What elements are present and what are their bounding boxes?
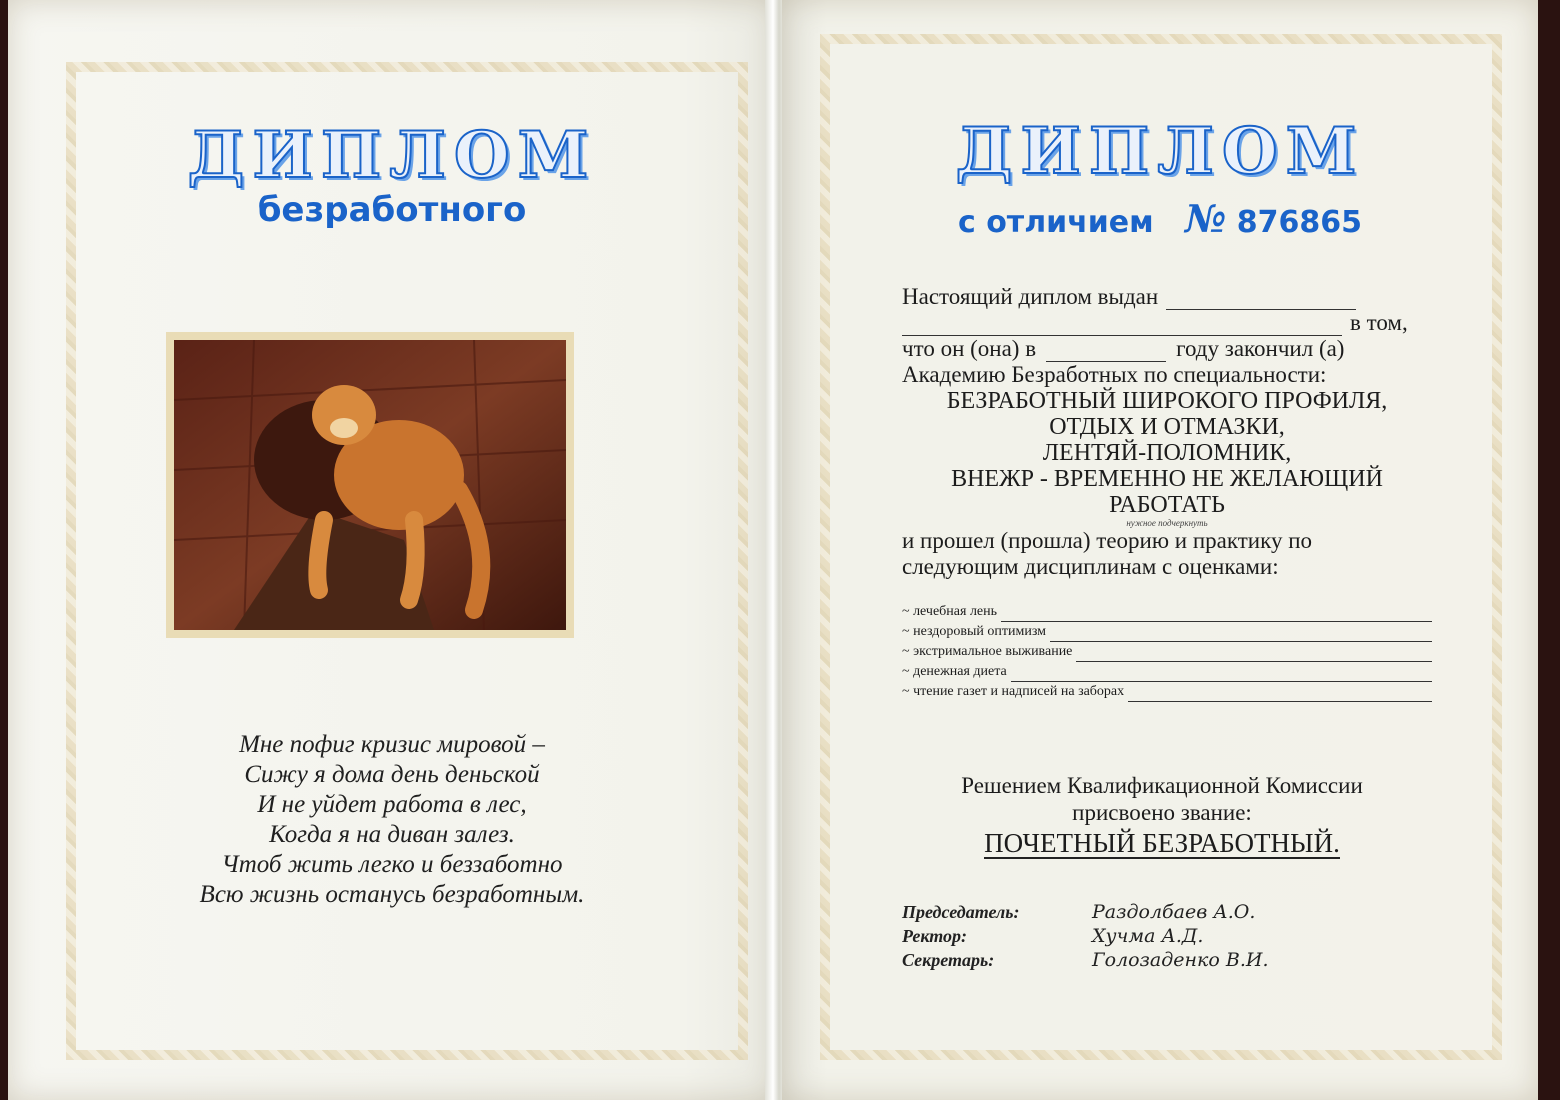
name-line	[902, 310, 1432, 336]
specialty: ВНЕЖР - ВРЕМЕННО НЕ ЖЕЛАЮЩИЙ	[951, 466, 1383, 492]
underline-note: нужное подчеркнуть	[1126, 518, 1208, 528]
grade-blank	[1128, 687, 1432, 702]
honors-label: с отличием	[957, 205, 1154, 240]
commission-decision	[882, 772, 1442, 859]
discipline-label: ~ экстримальное выживание	[902, 644, 1073, 659]
diploma-subtitle: безработного	[257, 190, 527, 230]
decision-line: присвоено звание:	[1072, 800, 1252, 825]
diploma-title: ДИПЛОМ	[187, 118, 597, 193]
grade-blank	[1050, 627, 1432, 642]
name-blank	[1166, 289, 1356, 310]
grade-blank	[1076, 647, 1432, 662]
signer-role: Ректор:	[902, 926, 967, 946]
signer-role: Секретарь:	[902, 950, 995, 970]
signer-row	[902, 924, 1322, 948]
left-page	[8, 0, 776, 1100]
name-blank	[902, 315, 1342, 336]
passed-label: и прошел (прошла) теорию и практику по	[902, 528, 1313, 553]
specialty: РАБОТАТЬ	[1109, 492, 1225, 518]
issued-to-label: Настоящий диплом выдан	[902, 284, 1159, 309]
grade-blank	[1011, 667, 1432, 682]
poem-line: Сижу я дома день деньской	[244, 761, 540, 788]
photo-image	[174, 340, 566, 630]
issued-line	[902, 284, 1432, 310]
specialty: ЛЕНТЯЙ-ПОЛОМНИК,	[1042, 440, 1292, 466]
poem-line: Всю жизнь останусь безработным.	[199, 881, 585, 908]
awarded-title: ПОЧЕТНЫЙ БЕЗРАБОТНЫЙ.	[984, 828, 1340, 858]
specialty: БЕЗРАБОТНЫЙ ШИРОКОГО ПРОФИЛЯ,	[946, 388, 1388, 414]
disciplines-list	[902, 602, 1432, 702]
discipline-row	[902, 622, 1432, 642]
signer-row	[902, 948, 1322, 972]
signer-row	[902, 900, 1322, 924]
signer-role: Председатель:	[902, 902, 1020, 922]
discipline-label: ~ нездоровый оптимизм	[902, 624, 1047, 639]
disciplines-intro: следующим дисциплинам с оценками:	[902, 554, 1279, 579]
signer-name: Раздолбаев А.О.	[1092, 901, 1256, 923]
in-that-label: в том,	[1350, 310, 1408, 335]
signatures-block	[902, 900, 1322, 972]
signer-name: Голозаденко В.И.	[1092, 949, 1269, 971]
poem-line: Чтоб жить легко и беззаботно	[221, 851, 563, 878]
academy-label: Академию Безработных по специальности:	[902, 362, 1327, 387]
discipline-row	[902, 662, 1432, 682]
poem-line: Когда я на диван залез.	[269, 821, 515, 848]
number-sign: №	[1185, 196, 1227, 241]
diploma-title: ДИПЛОМ	[955, 114, 1365, 189]
discipline-row	[902, 602, 1432, 622]
that-he-label: что он (она) в	[902, 336, 1037, 361]
right-page	[782, 0, 1538, 1100]
grade-blank	[1001, 607, 1432, 622]
year-line	[902, 336, 1432, 362]
discipline-label: ~ лечебная лень	[902, 604, 998, 619]
signer-name: Хучма А.Д.	[1092, 925, 1204, 947]
poem-line: И не уйдет работа в лес,	[257, 791, 527, 818]
diploma-subtitle	[782, 196, 1538, 241]
lion-photo	[166, 332, 574, 638]
discipline-label: ~ чтение газет и надписей на заборах	[902, 684, 1125, 699]
decision-line: Решением Квалификационной Комиссии	[961, 773, 1363, 798]
poem	[8, 730, 776, 910]
discipline-label: ~ денежная диета	[902, 664, 1007, 679]
year-blank	[1046, 341, 1166, 362]
discipline-row	[902, 642, 1432, 662]
diploma-body	[902, 284, 1432, 702]
discipline-row	[902, 682, 1432, 702]
sleeping-lion-illustration	[174, 340, 566, 630]
poem-line: Мне пофиг кризис мировой –	[239, 731, 545, 758]
year-finished-label: году закончил (а)	[1176, 336, 1345, 361]
specialty: ОТДЫХ И ОТМАЗКИ,	[1049, 414, 1285, 440]
diploma-number: 876865	[1236, 205, 1363, 240]
